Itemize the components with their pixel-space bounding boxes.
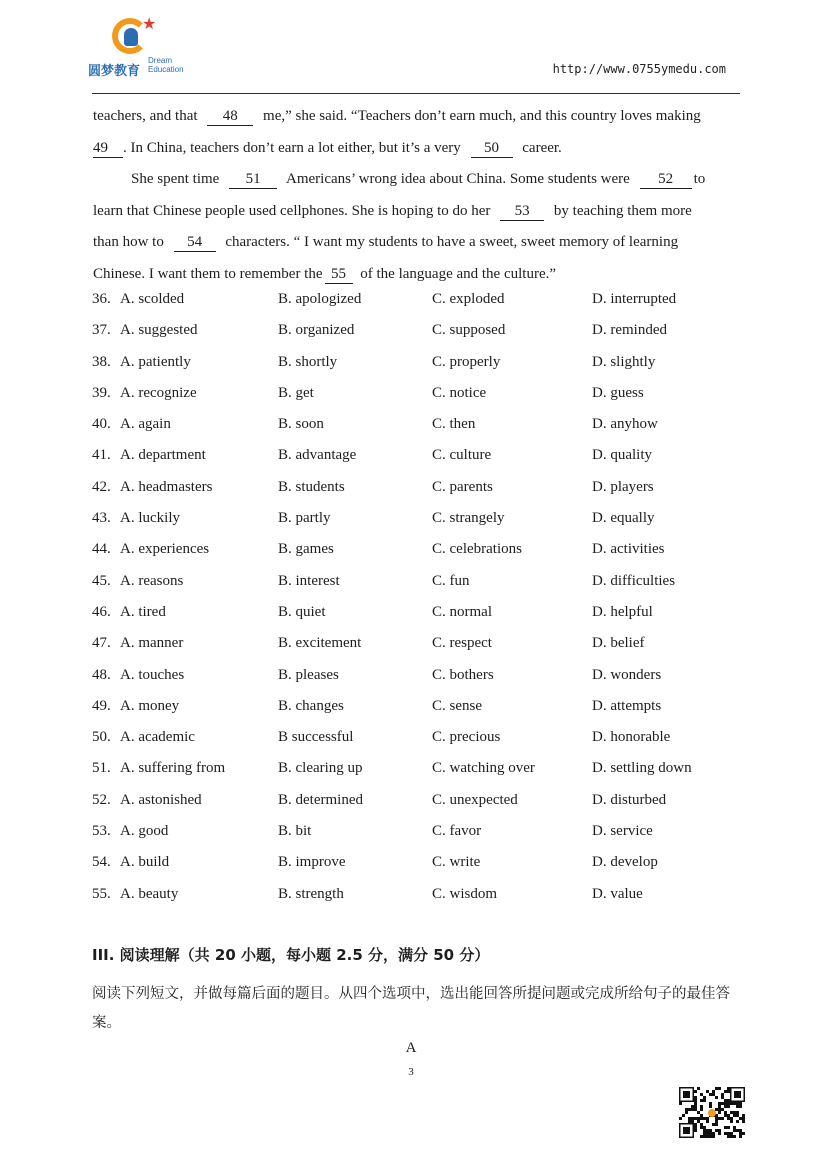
option-c: C. notice [432, 384, 487, 401]
question-row [92, 472, 742, 503]
question-number: 43. [92, 510, 111, 527]
passage-line [93, 101, 743, 133]
option-b: B. pleases [278, 666, 339, 683]
question-number: 49. [92, 697, 111, 714]
option-a: A. touches [120, 666, 185, 683]
option-a: A. money [120, 697, 180, 714]
question-number: 42. [92, 478, 111, 495]
option-a: A. headmasters [120, 478, 213, 495]
option-d: D. service [592, 823, 653, 840]
passage-text: learn that Chinese people used cellphones. She is hoping to do her [93, 202, 491, 219]
option-a: A. scolded [120, 291, 185, 307]
option-c: C. culture [432, 447, 492, 464]
option-d: D. slightly [592, 353, 656, 370]
option-b: B. excitement [278, 635, 362, 652]
option-a: A. suffering from [120, 760, 226, 777]
section-title: III. 阅读理解（共 20 小题，每小题 2.5 分，满分 50 分） [92, 946, 490, 964]
question-number: 55. [92, 885, 111, 902]
question-number: 51. [92, 760, 111, 777]
question-number: 53. [92, 823, 111, 840]
passage-text: career. [522, 139, 562, 156]
question-row [92, 660, 742, 691]
question-number: 54. [92, 854, 111, 871]
question-number: 50. [92, 729, 111, 746]
option-d: D. reminded [592, 322, 667, 339]
passage-text: by teaching them more [553, 202, 692, 219]
passage-line [93, 164, 743, 196]
passage-text: than how to [93, 234, 164, 250]
option-a: A. good [120, 823, 169, 840]
question-row [92, 566, 742, 597]
option-d: D. value [592, 885, 643, 902]
passage-text: Americans’ wrong idea about China. Some students were [286, 171, 630, 187]
option-c: C. watching over [432, 760, 535, 777]
option-a: A. astonished [120, 791, 202, 808]
option-c: C. strangely [432, 510, 505, 527]
option-c: C. bothers [432, 666, 494, 683]
option-a: A. department [120, 447, 206, 464]
question-row [92, 753, 742, 784]
question-number: 48. [92, 666, 111, 683]
question-number: 36. [92, 291, 111, 307]
question-row [92, 440, 742, 471]
option-b: B. advantage [278, 447, 357, 464]
blank-50: 50 [471, 140, 513, 158]
logo-person-icon [124, 28, 138, 46]
passage-line [93, 133, 743, 165]
question-row [92, 284, 742, 315]
blank-49: 49 [93, 140, 123, 158]
passage-text: She spent time [131, 171, 220, 187]
page-number: 3 [408, 1066, 414, 1078]
option-b: B. get [278, 384, 314, 401]
blank-55: 55 [325, 266, 353, 284]
option-a: A. reasons [120, 572, 184, 589]
option-b: B. soon [278, 416, 324, 433]
question-row [92, 879, 742, 910]
passage-label: A [405, 1040, 417, 1056]
blank-53: 53 [500, 203, 544, 221]
option-d: D. difficulties [592, 572, 676, 589]
logo-chinese-name: 圆梦教育 [88, 64, 141, 79]
question-row [92, 347, 742, 378]
passage-text: . In China, teachers don’t earn a lot either, but it’s a very [123, 139, 461, 156]
passage-text: teachers, and that [93, 108, 198, 124]
option-d: D. wonders [592, 666, 662, 683]
option-b: B. students [278, 478, 345, 495]
option-a: A. tired [120, 603, 166, 620]
blank-51: 51 [229, 171, 277, 189]
option-d: D. players [592, 478, 654, 495]
logo-star-icon: ★ [142, 14, 157, 33]
option-d: D. guess [592, 384, 644, 401]
option-c: C. wisdom [432, 885, 498, 902]
option-a: A. patiently [120, 353, 191, 370]
passage-text: characters. “ I want my students to have a sweet, sweet memory of learning [225, 234, 679, 250]
section-instructions: 阅读下列短文，并做每篇后面的题目。从四个选项中，选出能回答所提问题或完成所给句子的最佳答案。 [92, 986, 730, 1031]
option-a: A. manner [120, 635, 184, 652]
question-row [92, 409, 742, 440]
question-row [92, 785, 742, 816]
passage-line [93, 227, 743, 259]
option-c: C. then [432, 416, 476, 433]
option-d: D. disturbed [592, 791, 667, 808]
option-b: B. partly [278, 510, 331, 527]
passage-text: Chinese. I want them to remember the [93, 265, 323, 282]
passage-line [93, 196, 743, 228]
option-b: B. improve [278, 854, 346, 871]
option-b: B. strength [278, 885, 344, 902]
option-b: B. shortly [278, 353, 338, 370]
option-d: D. activities [592, 541, 665, 558]
option-d: D. interrupted [592, 291, 677, 307]
blank-48: 48 [207, 108, 253, 126]
option-a: A. luckily [120, 510, 180, 527]
option-c: C. sense [432, 697, 482, 714]
option-c: C. respect [432, 635, 492, 652]
question-row [92, 378, 742, 409]
question-row [92, 503, 742, 534]
option-b: B. quiet [278, 603, 326, 620]
option-d: D. equally [592, 510, 655, 527]
option-d: D. anyhow [592, 416, 658, 433]
option-a: A. beauty [120, 885, 179, 902]
question-number: 40. [92, 416, 111, 433]
question-number: 45. [92, 572, 111, 589]
question-row [92, 816, 742, 847]
option-c: C. favor [432, 823, 482, 840]
passage-text: to [693, 171, 706, 187]
option-c: C. celebrations [432, 541, 522, 558]
option-d: D. helpful [592, 603, 653, 620]
question-row [92, 315, 742, 346]
option-d: D. develop [592, 854, 658, 871]
option-d: D. quality [592, 447, 652, 464]
logo-english-name: Dream Education [148, 56, 184, 74]
site-url: http://www.0755ymedu.com [552, 62, 726, 76]
cloze-passage [93, 101, 743, 290]
option-d: D. attempts [592, 697, 662, 714]
question-row [92, 847, 742, 878]
blank-54: 54 [174, 234, 216, 252]
option-c: C. normal [432, 603, 492, 620]
question-row [92, 534, 742, 565]
option-a: A. build [120, 854, 170, 871]
question-number: 52. [92, 791, 111, 808]
header-divider [92, 93, 740, 94]
passage-text: me,” she said. “Teachers don’t earn much, and this country loves making [263, 108, 701, 124]
passage-text: of the language and the culture.” [360, 265, 557, 282]
option-a: A. suggested [120, 322, 198, 339]
question-number: 41. [92, 447, 111, 464]
option-a: A. recognize [120, 384, 197, 401]
option-c: C. supposed [432, 322, 506, 339]
option-b: B successful [278, 729, 354, 746]
option-c: C. parents [432, 478, 493, 495]
option-a: A. academic [120, 729, 195, 746]
question-number: 46. [92, 603, 111, 620]
option-b: B. determined [278, 791, 363, 808]
options-list [92, 284, 742, 910]
question-row [92, 691, 742, 722]
question-number: 44. [92, 541, 111, 558]
question-number: 39. [92, 384, 111, 401]
option-b: B. apologized [278, 291, 362, 307]
question-number: 37. [92, 322, 111, 339]
option-b: B. games [278, 541, 334, 558]
option-d: D. honorable [592, 729, 671, 746]
question-number: 38. [92, 353, 111, 370]
option-d: D. belief [592, 635, 645, 652]
dream-education-logo [88, 14, 198, 80]
question-row [92, 597, 742, 628]
option-c: C. unexpected [432, 791, 518, 808]
option-c: C. properly [432, 353, 501, 370]
question-number: 47. [92, 635, 111, 652]
option-a: A. again [120, 416, 171, 433]
option-c: C. precious [432, 729, 501, 746]
option-b: B. changes [278, 697, 344, 714]
option-c: C. exploded [432, 291, 505, 307]
page-header [0, 0, 822, 96]
option-d: D. settling down [592, 760, 692, 777]
blank-52: 52 [640, 171, 692, 189]
qr-code [679, 1087, 745, 1139]
option-b: B. clearing up [278, 760, 363, 777]
option-b: B. interest [278, 572, 340, 589]
option-c: C. write [432, 854, 481, 871]
option-a: A. experiences [120, 541, 210, 558]
option-b: B. bit [278, 823, 312, 840]
question-row [92, 628, 742, 659]
option-b: B. organized [278, 322, 355, 339]
question-row [92, 722, 742, 753]
option-c: C. fun [432, 572, 470, 589]
